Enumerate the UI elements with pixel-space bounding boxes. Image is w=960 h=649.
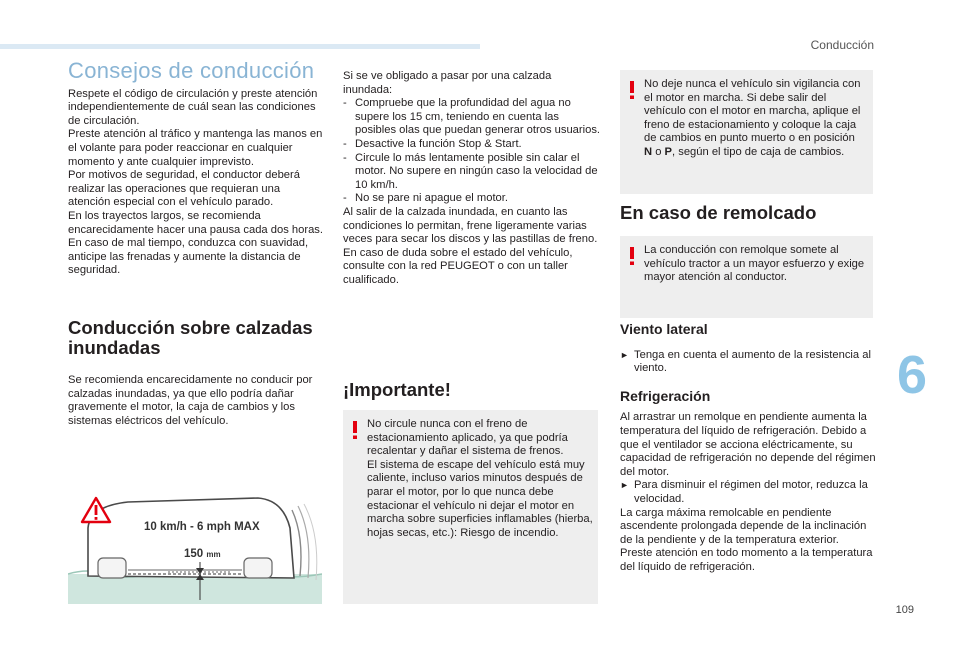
- cooling-text: Al arrastrar un remolque en pendiente aumenta la temperatura del líquido de refrigeración. Debido a que el ventilador se acciona eléctricamente, su capacidad de refrigeración no depende del régimen del motor.: [620, 411, 876, 478]
- exclamation-icon: [626, 246, 638, 266]
- exclamation-icon: [626, 80, 638, 100]
- warning-text: No circule nunca con el freno de estacionamiento aplicado, ya que podría recalentar y dañar el sistema de frenos.: [367, 418, 568, 458]
- exclamation-icon: [349, 420, 361, 440]
- tip-paragraph: En los trayectos largos, se recomienda encarecidamente hacer una pausa cada dos horas.: [68, 209, 323, 236]
- warning-triangle-icon: [80, 496, 112, 524]
- page-number: 109: [895, 604, 914, 616]
- tip-paragraph: Respete el código de circulación y preste atención independientemente de cuál sean las condiciones de circulación.: [68, 87, 318, 127]
- water-depth-label: [184, 548, 221, 560]
- important-warning-box: [343, 410, 598, 604]
- header-accent-bar: [0, 44, 480, 49]
- important-heading: ¡Importante!: [343, 379, 451, 400]
- towing-heading: En caso de remolcado: [620, 202, 817, 223]
- list-item: - Desactive la función Stop & Start.: [343, 137, 522, 150]
- cooling-heading: Refrigeración: [620, 387, 711, 404]
- column-1: [68, 58, 324, 428]
- cooling-text: Preste atención en todo momento a la temperatura del líquido de refrigeración.: [620, 547, 873, 573]
- speed-limit-label: 10 km/h - 6 mph MAX: [144, 521, 260, 533]
- column-3-text: [620, 323, 876, 575]
- warning-text: No deje nunca el vehículo sin vigilancia con el motor en marcha. Si debe salir del vehículo con el motor en marcha, aplique el freno de estacionamiento y coloque la caja de cambios en punto muerto o en posición N o P, según el tipo de caja de cambios.: [644, 78, 861, 158]
- flooded-intro: Si se ve obligado a pasar por una calzada inundada:: [343, 70, 552, 96]
- tip-paragraph: Preste atención al tráfico y mantenga las manos en el volante para poder reaccionar en cualquier momento y ante cualquier imprevisto.: [68, 128, 323, 168]
- column-2: [343, 70, 601, 288]
- list-item: - Circule lo más lentamente posible sin calar el motor. No supere en ningún caso la velocidad de 10 km/h.: [343, 151, 598, 191]
- flooded-roads-text: Se recomienda encarecidamente no conducir por calzadas inundadas, ya que ello podría dañar gravemente el motor, la caja de cambios y los sistemas eléctricos del vehículo.: [68, 373, 313, 427]
- page-title: Consejos de conducción: [68, 58, 315, 83]
- crosswind-heading: Viento lateral: [620, 321, 708, 337]
- after-flood-text: Al salir de la calzada inundada, en cuanto las condiciones lo permitan, frene ligeramente varias veces para secar los discos y las pastillas de freno.: [343, 205, 598, 246]
- list-item: - Compruebe que la profundidad del agua no supere los 15 cm, teniendo en cuenta las posibles olas que puedan generar otros usuarios.: [343, 97, 601, 137]
- flooded-road-illustration: [68, 488, 322, 604]
- arrow-bullet-icon: ►: [620, 349, 629, 360]
- depth-unit: mm: [206, 550, 221, 559]
- driving-tips: [68, 88, 324, 278]
- warning-text: La conducción con remolque somete al vehículo tractor a un mayor esfuerzo y exige mayor atención al conductor.: [644, 244, 865, 284]
- cooling-text: La carga máxima remolcable en pendiente ascendente prolongada depende de la inclinación de la pendiente y de la temperatura exterior.: [620, 506, 867, 546]
- engine-running-warning-box: [620, 70, 873, 194]
- flooded-roads-heading: Conducción sobre calzadas inundadas: [68, 316, 313, 358]
- dealer-advice-text: En caso de duda sobre el estado del vehículo, consulte con la red PEUGEOT o con un taller cualificado.: [343, 246, 573, 286]
- list-item: - No se pare ni apague el motor.: [343, 192, 508, 205]
- depth-value: 150: [184, 548, 204, 560]
- list-item: ► Para disminuir el régimen del motor, reduzca la velocidad.: [620, 479, 868, 505]
- tip-paragraph: En caso de mal tiempo, conduzca con suavidad, anticipe las frenadas y aumente la distancia de seguridad.: [68, 237, 309, 277]
- section-label: Conducción: [810, 38, 874, 52]
- list-item: ► Tenga en cuenta el aumento de la resistencia al viento.: [620, 348, 871, 375]
- tip-paragraph: Por motivos de seguridad, el conductor deberá realizar las operaciones que requieran una atención especial con el vehículo parado.: [68, 169, 300, 209]
- towing-warning-box: [620, 236, 873, 318]
- arrow-bullet-icon: ►: [620, 480, 629, 491]
- warning-text: El sistema de escape del vehículo está muy caliente, incluso varios minutos después de parar el motor, por lo que nunca debe estacionar el vehículo ni dejar el motor en marcha sobre superficies inflamables (hierba, hojas secas, etc.): Riesgo de incendio.: [367, 458, 593, 539]
- chapter-number: 6: [897, 345, 928, 405]
